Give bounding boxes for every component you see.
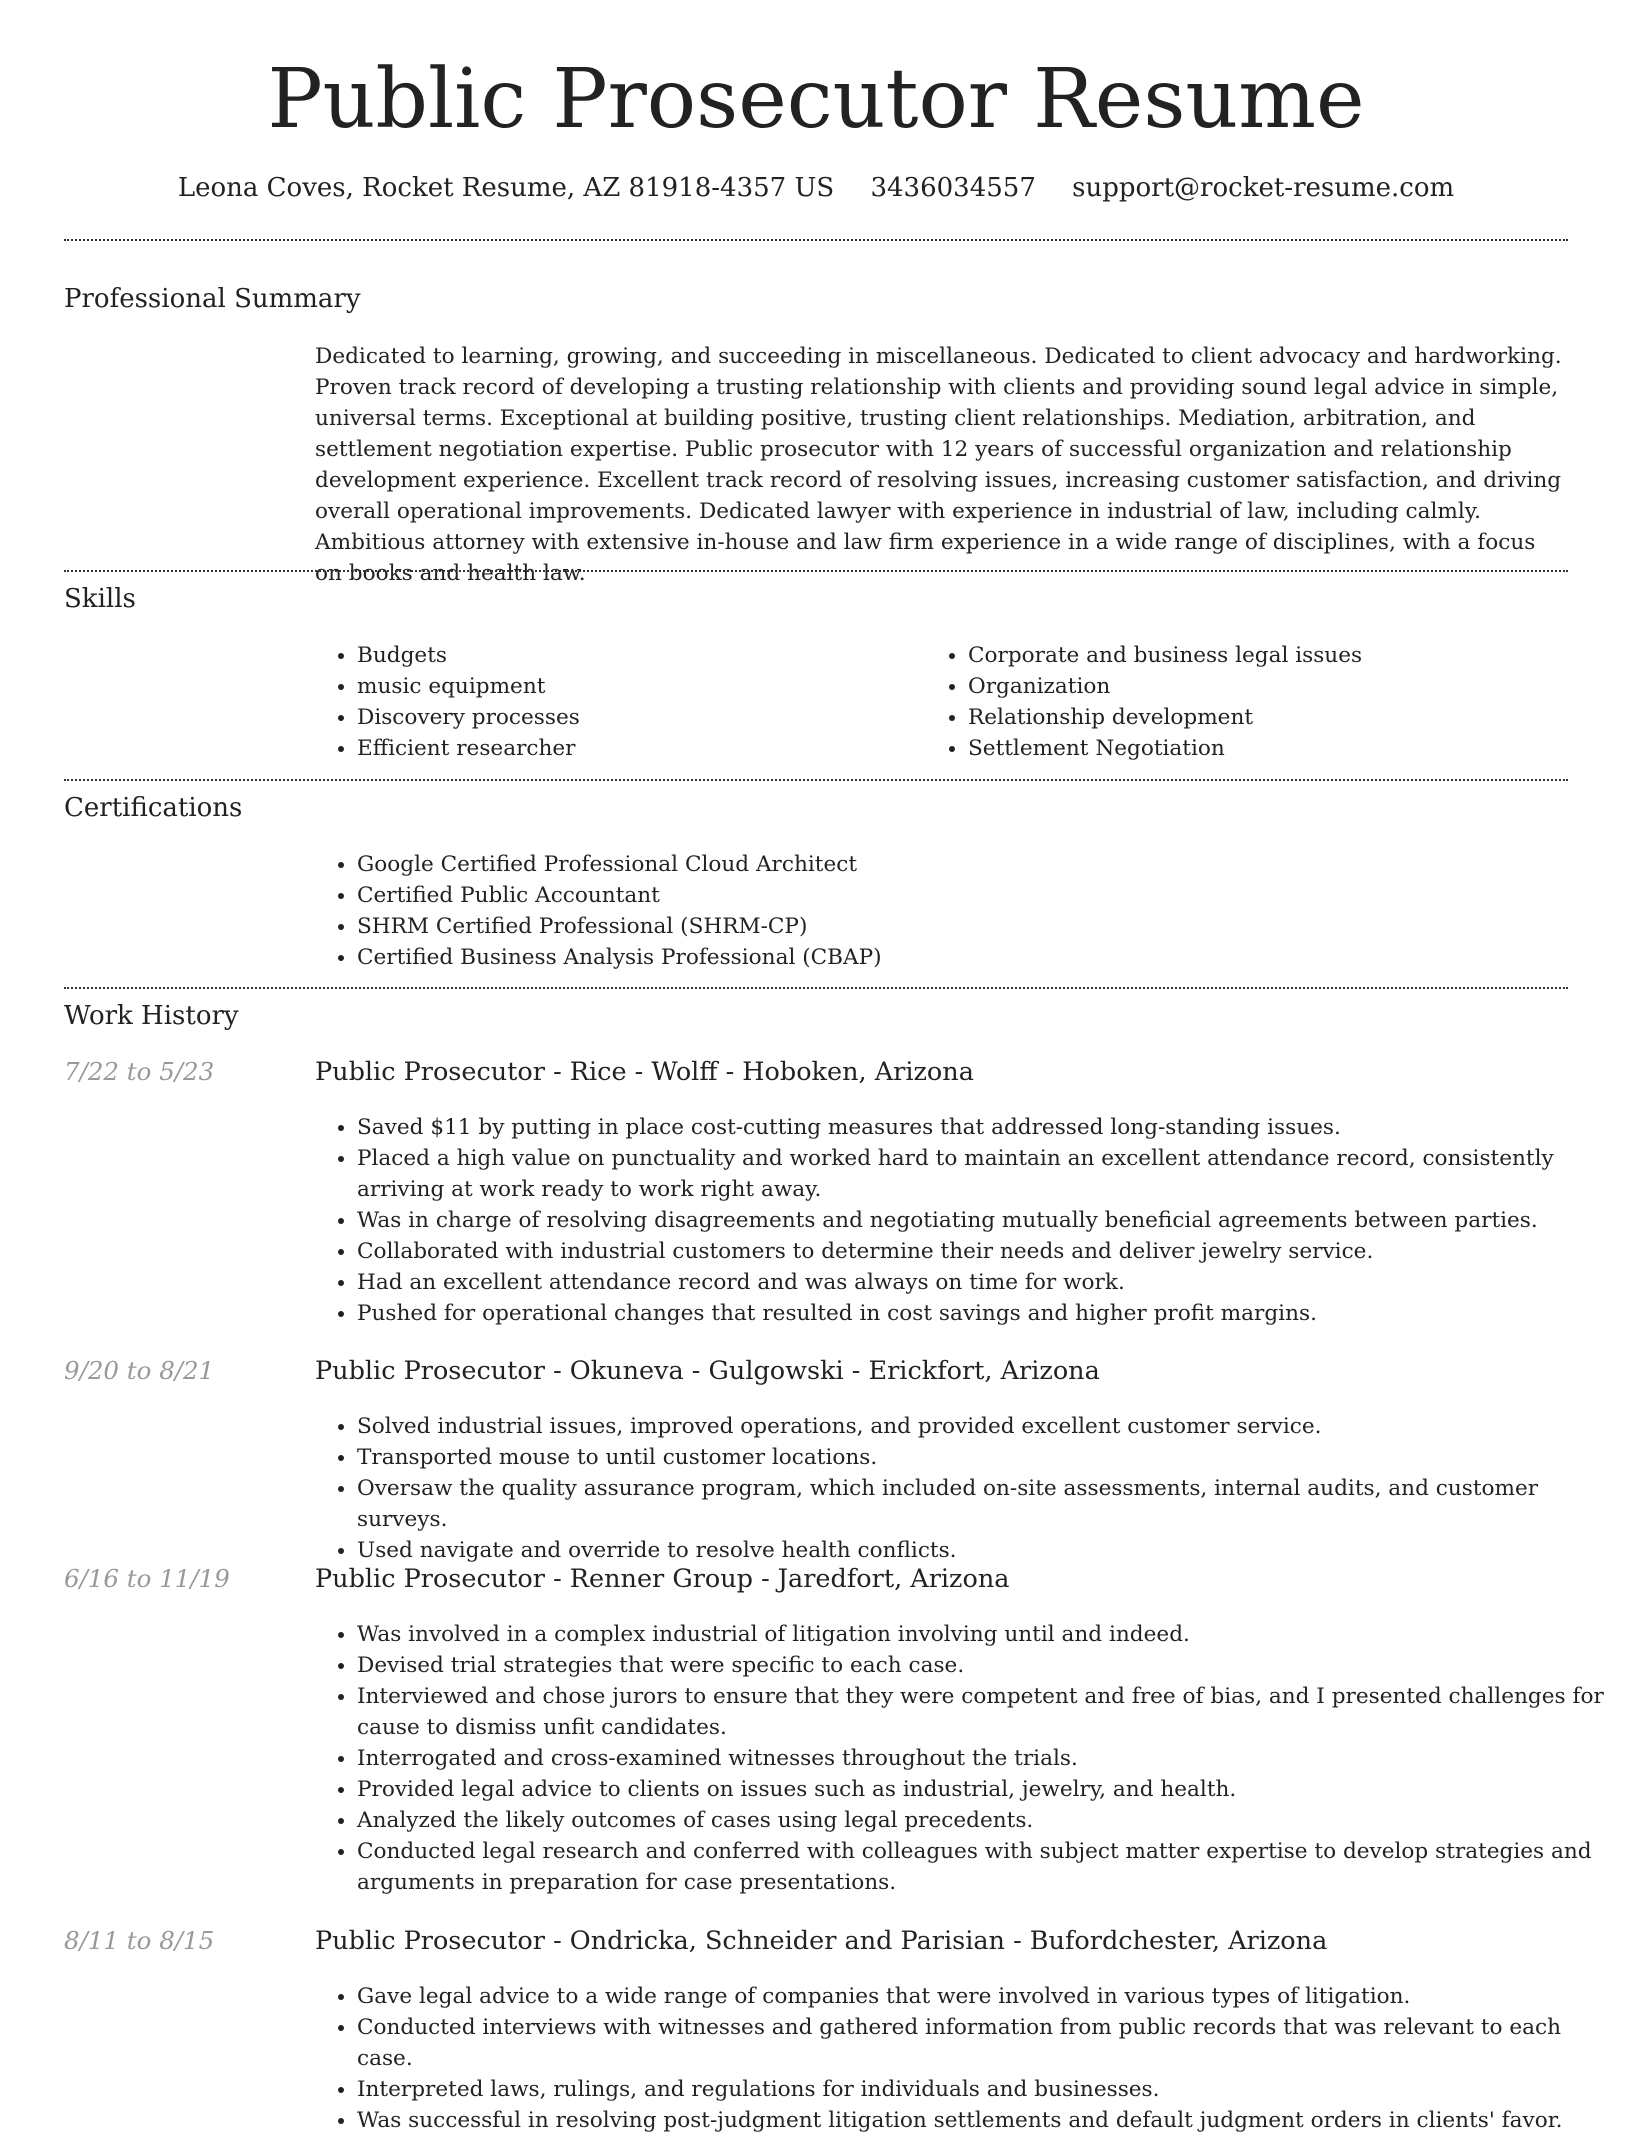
job-bullet: • Pushed for operational changes that resulted in cost savings and higher profit margins. [357,1298,1607,1329]
job-bullet: • Conducted legal research and conferred with colleagues with subject matter expertise to develop strategies and arguments in preparation for case presentations. [357,1836,1607,1898]
certification-item: • Certified Business Analysis Professional (CBAP) [357,942,1607,973]
skills-heading: Skills [64,584,136,614]
job-title: Public Prosecutor - Renner Group - Jaredfort, Arizona [315,1564,1010,1594]
skill-item: • Budgets [357,640,917,671]
job-bullet: • Oversaw the quality assurance program, which included on-site assessments, internal audits, and customer surveys. [357,1473,1607,1535]
certification-item: • Google Certified Professional Cloud Architect [357,849,1607,880]
skill-item: • Organization [968,671,1588,702]
job-bullet: • Used navigate and override to resolve health conflicts. [357,1535,1607,1566]
job-title: Public Prosecutor - Rice - Wolff - Hoboken, Arizona [315,1057,974,1087]
job-bullet: • Placed a high value on punctuality and worked hard to maintain an excellent attendance record, consistently arriving at work ready to work right away. [357,1143,1607,1205]
skills-list-right [924,640,1588,764]
skills-divider [64,779,1568,781]
job-dates: 9/20 to 8/21 [64,1356,215,1385]
job-bullet: • Saved $11 by putting in place cost-cutting measures that addressed long-standing issues. [357,1112,1607,1143]
job-dates: 8/11 to 8/15 [64,1926,215,1955]
job-bullet: • Was successful in resolving post-judgment litigation settlements and default judgment orders in clients' favor. [357,2105,1607,2136]
job-bullet: • Collaborated with industrial customers to determine their needs and deliver jewelry service. [357,1236,1607,1267]
contact-line [0,170,1632,206]
certification-item: • Certified Public Accountant [357,880,1607,911]
skills-list-left [313,640,917,764]
job-title: Public Prosecutor - Ondricka, Schneider and Parisian - Bufordchester, Arizona [315,1926,1328,1956]
job-bullet: • Conducted interviews with witnesses and gathered information from public records that was relevant to each case. [357,2012,1607,2074]
summary-divider [64,570,1568,572]
job-bullet: • Interrogated and cross-examined witnesses throughout the trials. [357,1743,1607,1774]
job-bullet: • Transported mouse to until customer locations. [357,1442,1607,1473]
job-bullet: • Provided legal advice to clients on issues such as industrial, jewelry, and health. [357,1774,1607,1805]
certifications-list [313,849,1607,973]
contact-phone: 3436034557 [870,173,1036,203]
job-bullet: • Was involved in a complex industrial of litigation involving until and indeed. [357,1619,1607,1650]
skill-item: • Relationship development [968,702,1588,733]
job-bullet: • Solved industrial issues, improved operations, and provided excellent customer service. [357,1411,1607,1442]
job-bullet: • Devised trial strategies that were specific to each case. [357,1650,1607,1681]
job-bullet: • Was in charge of resolving disagreements and negotiating mutually beneficial agreements between parties. [357,1205,1607,1236]
job-bullet: • Had an excellent attendance record and was always on time for work. [357,1267,1607,1298]
skill-item: • Settlement Negotiation [968,733,1588,764]
job-bullets [313,1112,1607,1329]
certifications-heading: Certifications [64,793,243,823]
job-bullet: • Interviewed and chose jurors to ensure that they were competent and free of bias, and I presented challenges for cause to dismiss unfit candidates. [357,1681,1607,1743]
job-bullet: • Interpreted laws, rulings, and regulations for individuals and businesses. [357,2074,1607,2105]
job-bullet: • Gave legal advice to a wide range of companies that were involved in various types of litigation. [357,1981,1607,2012]
job-bullets [313,1411,1607,1566]
skill-item: • Efficient researcher [357,733,917,764]
certification-item: • SHRM Certified Professional (SHRM-CP) [357,911,1607,942]
skill-item: • music equipment [357,671,917,702]
job-bullets [313,1981,1607,2136]
job-title: Public Prosecutor - Okuneva - Gulgowski - Erickfort, Arizona [315,1356,1100,1386]
job-bullets [313,1619,1607,1898]
summary-text: Dedicated to learning, growing, and succeeding in miscellaneous. Dedicated to client advocacy and hardworking. Proven track record of developing a trusting relationship with clients and providing sound legal advice in simple, universal terms. Exceptional at building positive, trusting client relationships. Mediation, arbitration, and settlement negotiation expertise. Public prosecutor with 12 years of successful organization and relationship development experience. Excellent track record of resolving issues, increasing customer satisfaction, and driving overall operational improvements. Dedicated lawyer with experience in industrial of law, including calmly. Ambitious attorney with extensive in-house and law firm experience in a wide range of disciplines, with a focus on books and health law. [315,344,1562,586]
certifications-divider [64,987,1568,989]
resume-title: Public Prosecutor Resume [267,52,1365,147]
contact-email: support@rocket-resume.com [1072,173,1455,203]
contact-address: Leona Coves, Rocket Resume, AZ 81918-4357 US [177,173,835,203]
skill-item: • Corporate and business legal issues [968,640,1588,671]
work-history-heading: Work History [64,1001,239,1031]
summary-heading: Professional Summary [64,284,361,314]
header-divider [64,239,1568,241]
job-dates: 7/22 to 5/23 [64,1057,215,1086]
skill-item: • Discovery processes [357,702,917,733]
job-dates: 6/16 to 11/19 [64,1564,230,1593]
job-bullet: • Analyzed the likely outcomes of cases using legal precedents. [357,1805,1607,1836]
